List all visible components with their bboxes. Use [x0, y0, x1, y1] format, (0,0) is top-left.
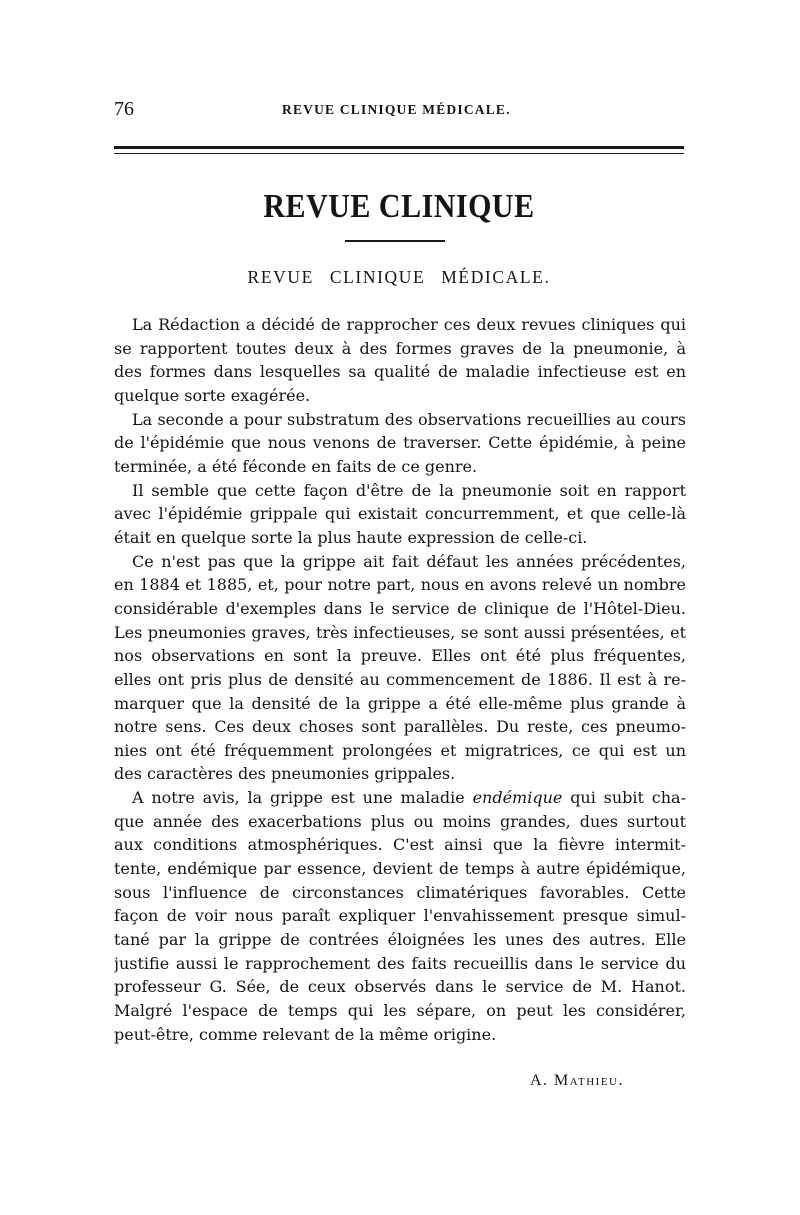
page-number: 76: [114, 98, 134, 120]
text-line: nos observations en sont la preuve. Elles ont été plus fréquentes,: [114, 646, 686, 666]
text-line: était en quelque sorte la plus haute expression de celle-ci.: [114, 527, 588, 547]
subsection-title: REVUE CLINIQUE MÉDICALE.: [247, 267, 551, 287]
text-line: tané par la grippe de contrées éloignées les unes des autres. Elle: [114, 930, 686, 950]
text-line: Les pneumonies graves, très infectieuses, se sont aussi présentées, et: [114, 622, 686, 642]
text-line: La seconde a pour substratum des observations recueillies au cours: [132, 409, 686, 429]
text-line: Ce n'est pas que la grippe ait fait défaut les années précédentes,: [132, 551, 686, 571]
text-line: justifie aussi le rapprochement des faits recueillis dans le service du: [114, 953, 686, 973]
text-line: avec l'épidémie grippale qui existait concurremment, et que celle-là: [114, 504, 686, 524]
text-line: considérable d'exemples dans le service de clinique de l'Hôtel-Dieu.: [114, 598, 686, 618]
text-line: marquer que la densité de la grippe a été elle-même plus grande à: [114, 693, 686, 713]
text-segment: A notre avis, la grippe est une maladie: [132, 788, 465, 808]
article-body: [114, 313, 686, 1046]
journal-title: REVUE CLINIQUE MÉDICALE.: [282, 102, 511, 117]
text-line: en 1884 et 1885, et, pour notre part, nous en avons relevé un nombre: [114, 575, 686, 595]
text-line: quelque sorte exagérée.: [114, 385, 311, 405]
text-line: sous l'influence de circonstances climatériques favorables. Cette: [114, 882, 686, 902]
text-line-with-emphasis: [114, 786, 686, 810]
section-title: REVUE CLINIQUE: [263, 187, 535, 225]
text-line: notre sens. Ces deux choses sont parallèles. Du reste, ces pneumo-: [114, 717, 686, 737]
title-rule: [345, 240, 445, 242]
text-line: elles ont pris plus de densité au commencement de 1886. Il est à re-: [114, 669, 686, 689]
header-double-rule: [114, 146, 684, 154]
text-line: peut-être, comme relevant de la même origine.: [114, 1024, 497, 1044]
text-line: La Rédaction a décidé de rapprocher ces deux revues cliniques qui: [132, 315, 686, 334]
text-line: Malgré l'espace de temps qui les sépare, on peut les considérer,: [114, 1001, 686, 1021]
author-signature: A. Mathieu.: [530, 1072, 624, 1089]
text-line: des formes dans lesquelles sa qualité de maladie infectieuse est en: [114, 362, 686, 382]
text-line: terminée, a été féconde en faits de ce genre.: [114, 456, 478, 476]
text-line: aux conditions atmosphériques. C'est ainsi que la fièvre intermit-: [114, 835, 686, 855]
text-line: tente, endémique par essence, devient de temps à autre épidémique,: [114, 859, 686, 879]
text-line: se rapportent toutes deux à des formes graves de la pneumonie, à: [114, 338, 686, 358]
text-line: de l'épidémie que nous venons de traverser. Cette épidémie, à peine: [114, 433, 686, 453]
text-line: des caractères des pneumonies grippales.: [114, 764, 456, 784]
text-line: Il semble que cette façon d'être de la pneumonie soit en rapport: [132, 480, 686, 500]
text-segment: qui subit cha-: [570, 788, 686, 808]
text-line: façon de voir nous paraît expliquer l'envahissement presque simul-: [114, 906, 686, 926]
text-line: nies ont été fréquemment prolongées et migratrices, ce qui est un: [114, 740, 686, 760]
text-line: que année des exacerbations plus ou moins grandes, dues surtout: [114, 811, 686, 831]
text-line: professeur G. Sée, de ceux observés dans le service de M. Hanot.: [114, 977, 686, 997]
emphasized-word: endémique: [472, 788, 563, 808]
running-header: [114, 98, 684, 122]
